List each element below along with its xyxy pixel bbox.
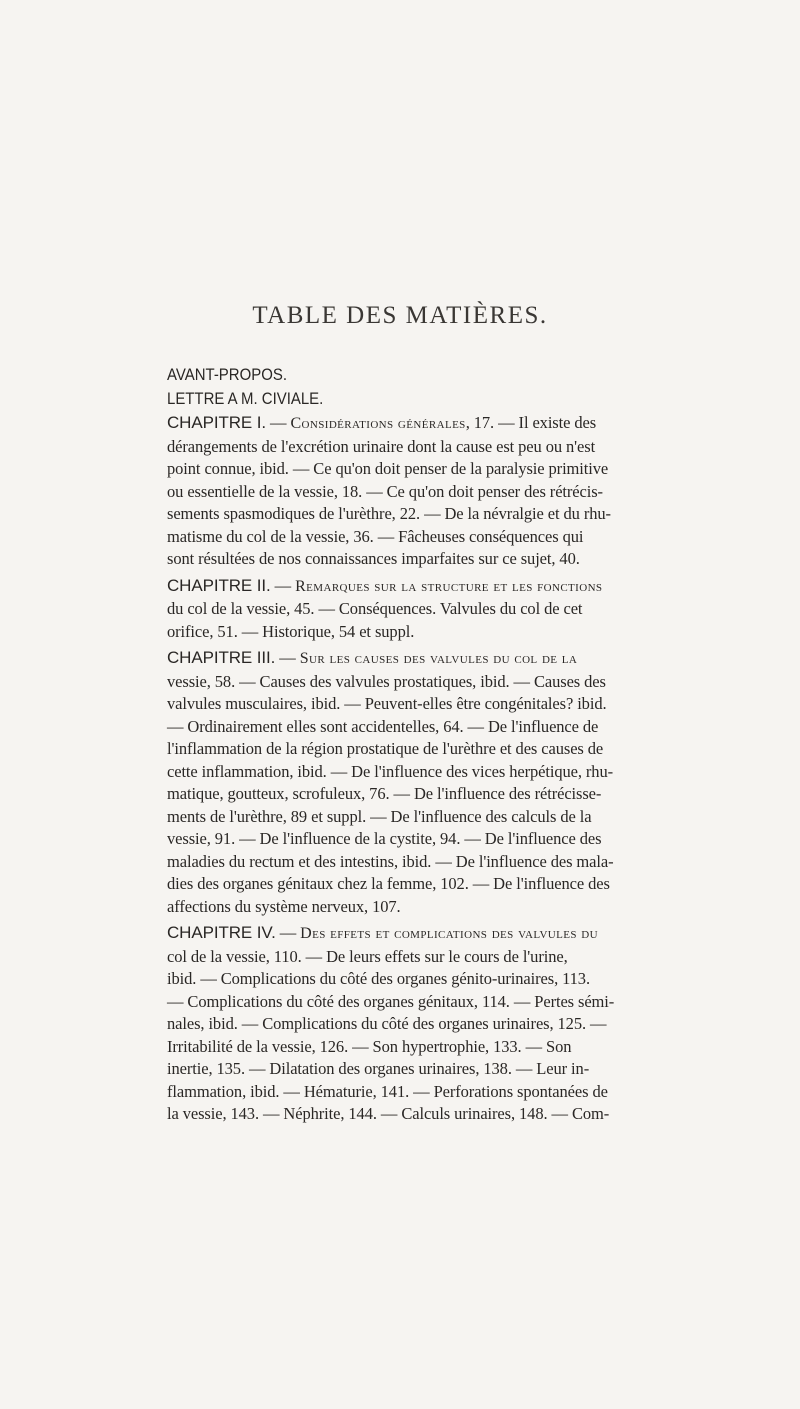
chapter-3 (167, 647, 759, 918)
chapter-2 (167, 575, 759, 644)
chapter-3-heading-line: CHAPITRE III. — Sur les causes des valvules du col de la (167, 648, 578, 667)
chapter-2-heading-line: CHAPITRE II. — Remarques sur la structure et les fonctions (167, 575, 603, 595)
chapter-1-title: Considérations générales (290, 415, 466, 432)
chapter-4 (167, 922, 759, 1126)
chapter-3-label: CHAPITRE III. (167, 648, 276, 667)
chapter-1-line-4: sements spasmodiques de l'urèthre, 22. — De la névralgie et du rhu- (167, 504, 611, 523)
chapter-2-line-0: du col de la vessie, 45. — Conséquences. Valvules du col de cet (167, 599, 583, 618)
front-matter-avant-propos: AVANT-PROPOS. (167, 365, 287, 384)
chapter-4-line-2: — Complications du côté des organes génitaux, 114. — Pertes sémi- (167, 991, 615, 1011)
chapter-3-line-7: vessie, 91. — De l'influence de la cystite, 94. — De l'influence des (167, 829, 602, 848)
chapter-2-line-1: orifice, 51. — Historique, 54 et suppl. (167, 621, 415, 641)
chapter-4-label: CHAPITRE IV. (167, 923, 276, 942)
chapter-1-line-5: matisme du col de la vessie, 36. — Fâcheuses conséquences qui (167, 526, 584, 546)
chapter-1-line-2: point connue, ibid. — Ce qu'on doit penser de la paralysie primitive (167, 459, 609, 478)
chapter-3-line-1: valvules musculaires, ibid. — Peuvent-elles être congénitales? ibid. (167, 694, 607, 713)
chapter-3-line-2: — Ordinairement elles sont accidentelles, 64. — De l'influence de (167, 716, 599, 736)
chapter-4-line-6: flammation, ibid. — Hématurie, 141. — Perforations spontanées de (167, 1081, 608, 1101)
chapter-3-line-3: l'inflammation de la région prostatique de l'urèthre et des causes de (167, 739, 604, 758)
chapter-1-line-6: sont résultées de nos connaissances imparfaites sur ce sujet, 40. (167, 549, 580, 568)
page-title: TABLE DES MATIÈRES. (252, 302, 548, 329)
front-matter-lettre: LETTRE A M. CIVIALE. (167, 389, 324, 408)
chapter-4-title: Des effets et complications des valvules du (300, 925, 598, 942)
chapter-4-line-5: inertie, 135. — Dilatation des organes urinaires, 138. — Leur in- (167, 1059, 590, 1078)
chapter-3-line-0: vessie, 58. — Causes des valvules prostatiques, ibid. — Causes des (167, 671, 606, 691)
chapter-4-heading-line: CHAPITRE IV. — Des effets et complications des valvules du (167, 923, 598, 942)
chapter-3-line-9: dies des organes génitaux chez la femme, 102. — De l'influence des (167, 874, 610, 893)
chapter-3-line-5: matique, goutteux, scrofuleux, 76. — De l'influence des rétrécisse- (167, 784, 602, 803)
chapter-1-line-1: dérangements de l'excrétion urinaire dont la cause est peu ou n'est (167, 436, 596, 456)
chapter-3-line-6: ments de l'urèthre, 89 et suppl. — De l'influence des calculs de la (167, 806, 592, 826)
chapter-2-title: Remarques sur la structure et les fonctions (295, 577, 603, 595)
chapter-3-title: Sur les causes des valvules du col de la (299, 650, 578, 667)
chapter-4-line-7: la vessie, 143. — Néphrite, 144. — Calculs urinaires, 148. — Com- (167, 1104, 610, 1123)
chapter-4-line-4: Irritabilité de la vessie, 126. — Son hypertrophie, 133. — Son (167, 1036, 572, 1056)
chapter-1-first-page: , 17. (465, 413, 495, 432)
chapter-1-line-0: — Il existe des (498, 413, 597, 432)
chapter-1-heading-line: CHAPITRE I. — Considérations générales, 17. — Il existe des (167, 413, 597, 432)
table-of-contents (167, 364, 759, 1130)
chapter-1 (167, 412, 759, 571)
chapter-4-line-0: col de la vessie, 110. — De leurs effets sur le cours de l'urine, (167, 946, 568, 966)
chapter-1-label: CHAPITRE I. (167, 413, 267, 432)
chapter-3-line-4: cette inflammation, ibid. — De l'influence des vices herpétique, rhu- (167, 761, 614, 781)
chapter-3-line-8: maladies du rectum et des intestins, ibid. — De l'influence des mala- (167, 851, 614, 871)
chapter-4-line-3: nales, ibid. — Complications du côté des organes urinaires, 125. — (167, 1014, 607, 1033)
chapter-3-line-10: affections du système nerveux, 107. (167, 896, 401, 916)
chapter-1-line-3: ou essentielle de la vessie, 18. — Ce qu'on doit penser des rétrécis- (167, 481, 603, 501)
chapter-4-line-1: ibid. — Complications du côté des organes génito-urinaires, 113. (167, 969, 590, 988)
chapter-2-label: CHAPITRE II. (167, 575, 271, 595)
